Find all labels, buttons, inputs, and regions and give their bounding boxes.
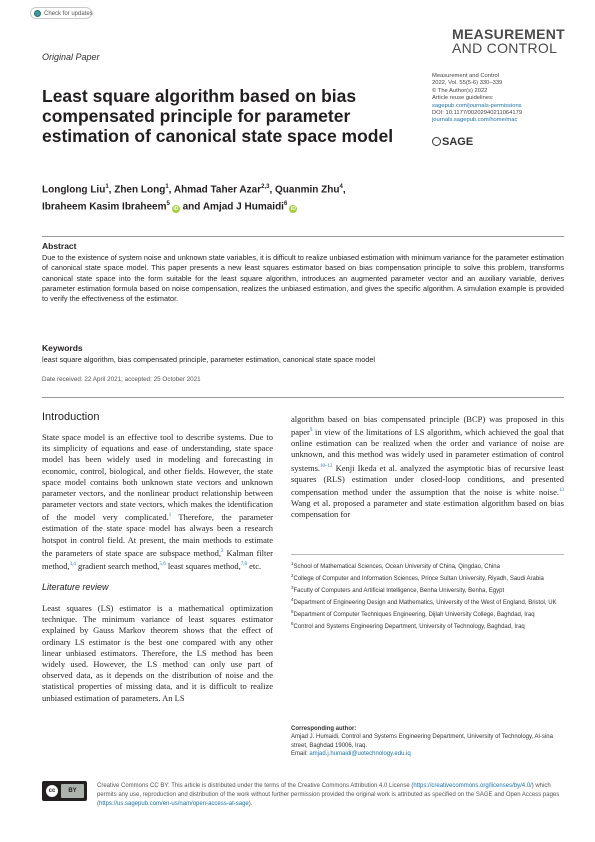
sage-circle-icon [432,137,441,146]
article-metadata [432,73,572,125]
author: Zhen Long [114,184,166,196]
keywords-text: least square algorithm, bias compensated principle, parameter estimation, canonical state space model [42,355,375,364]
open-access-link[interactable]: https://us.sagepub.com/en-us/nam/open-access-at-sage [99,801,249,807]
author: Quanmin Zhu [275,184,340,196]
paragraph-text: State space model is an effective tool to describe systems. Due to its simplicity of equations and ease of understanding, state space model has been widely used in modeling and forecasting in economic, control, biological, and other fields. However, the state space model contains both unknown state vectors and unknown parameter vectors, and the nonlinear product relationship between parameter vectors and state vectors, which makes the identification of the model very complicated. [42,432,273,523]
journal-citation: Measurement and Control [432,73,500,79]
license-text: ). [248,801,253,807]
license-text: ) which permits any use, reproduction and distribution of the work without further permission provided the original work is attributed as specified on the SAGE and Open Access pages ( [97,783,560,807]
author-affiliation-mark: 1 [105,184,109,190]
reuse-guidelines-link[interactable]: sagepub.com/journals-permissions [432,102,522,109]
introduction-paragraph [42,432,273,572]
affiliation-mark: 6 [291,620,294,626]
divider [291,554,564,555]
literature-review-heading: Literature review [42,582,109,592]
affiliation-text: Department of Computer Techniques Engineering, Dijlah University College, Baghdad, Iraq [293,611,535,618]
author-conjunction: and [182,201,201,213]
affiliation-mark: 2 [291,572,294,578]
divider [42,397,564,398]
email-label: Email: [291,751,310,758]
affiliation-text: Department of Engineering Design and Mathematics, University of the West of England, Bristol, UK [293,599,557,606]
abstract-text: Due to the existence of system noise and unknown state variables, it is difficult to realize unbiased estimation with minimum variance for the parameter estimation of canonical state space model. This paper presents a new least squares estimator based on bias compensation principle to solve this problem, transforms canonical state space into the form suitable for the least square algorithm, introduces an augmented parameter vector and an auxiliary variable, derives parameter estimation formula based on noise compensation, realizes the unbiased estimation, and gives the specific algorithm. A simulation example is provided to verify the effectiveness of the estimator. [42,253,564,304]
paragraph-text: etc. [247,560,262,571]
check-for-updates-badge[interactable] [30,7,92,19]
affiliation-text: School of Mathematical Sciences, Ocean University of China, Qingdao, China [293,564,500,570]
check-updates-label: Check for updates [44,11,93,17]
affiliation-item [291,608,564,619]
affiliation-text: Control and Systems Engineering Department, University of Technology, Baghdad, Iraq [293,623,525,630]
paragraph-text: Therefore, the parameter estimation of the state space model has always been a research hotspot in control field. At present, the main methods to estimate the parameters of state space are subspace method, [42,512,273,558]
affiliation-mark: 5 [291,608,294,614]
author-affiliation-mark: 4 [339,184,343,190]
author-affiliation-mark: 6 [283,201,288,208]
affiliation-mark: 3 [291,584,294,590]
literature-review-paragraph: Least squares (LS) estimator is a mathematical optimization technique. The minimum variance of least squares estimator explained by Gauss Markov theorem shows that the effect of ordinary LS estimator is the best one compared with any other linear unbiased estimators. Therefore, the LS method has been widely used. However, the LS method can only use part of observed data, as it depends on the distribution of noise and the statistical properties of missing data, and it is difficult to realize unbiased estimation of parameters. An LS [42,603,273,703]
publisher-logo [432,136,473,148]
author-list: Longlong Liu$^1$, Zhen Long$^1$, Ahmad Taher Azar$^{2,3}$, Quanmin Zhu$^4$, Ibraheem Kasim Ibraheem$^5$iD and Amjad J Humaidi$^6$iD [42,184,346,213]
license-link[interactable]: https://creativecommons.org/licenses/by/4.0/ [413,783,532,789]
corresponding-author-heading: Corresponding author: [291,726,357,732]
affiliation-mark: 4 [291,596,294,602]
publisher-name: SAGE [442,136,474,148]
author: Longlong Liu [42,184,106,196]
reuse-guidelines-label: Article reuse guidelines: [432,95,494,102]
citation-ref[interactable]: 2 [221,548,224,554]
volume-info: 2022, Vol. 55(5-6) 330–339 [432,80,503,87]
abstract-heading: Abstract [42,241,77,251]
creative-commons-badge[interactable] [42,781,87,801]
corresponding-author [291,725,564,759]
author: Ahmad Taher Azar [173,184,262,196]
paragraph-text: algorithm based on bias compensated principle (BCP) was proposed in this paper [291,414,564,438]
author: Ibraheem Kasim Ibraheem [42,201,167,213]
author: Amjad J Humaidi [202,201,284,213]
affiliation-item [291,620,564,631]
affiliation-item [291,560,564,571]
affiliation-item [291,596,564,607]
journal-name-line2: AND CONTROL [452,40,558,56]
paragraph-text: Kenji Ikeda et al. analyzed the asymptotic bias of recursive least squares (RLS) estimation under closed-loop conditions, and presented compensation method under the assumption that the noise is white noise. [291,462,564,497]
affiliation-text: College of Computer and Information Sciences, Prince Sultan University, Riyadh, Saudi Arabia [293,575,544,582]
paper-title: Least square algorithm based on bias compensated principle for parameter estimation of canonical state space model [42,86,394,146]
citation-ref[interactable]: 7,8 [240,561,248,567]
journal-home-link[interactable]: journals.sagepub.com/home/mac [432,117,518,124]
citation-ref[interactable]: 10–12 [320,463,333,469]
author-affiliation-mark: 2,3 [261,184,270,190]
citation-ref[interactable]: 13 [559,487,564,493]
license-text: Creative Commons CC BY: This article is distributed under the terms of the Creative Commons Attribution 4.0 License ( [97,783,414,789]
cc-icon: cc [45,784,59,798]
affiliation-text: Faculty of Computers and Artificial Intelligence, Benha University, Benha, Egypt [293,587,505,594]
keywords-heading: Keywords [42,343,83,353]
introduction-heading: Introduction [42,411,100,423]
paragraph-text: least squares method, [165,560,241,571]
paragraph-text: in view of the limitations of LS algorithm, which achieved the goal that online estimation can be realized when the order and variance of noise are unknown, and this method was widely used in parameter estimation of control systems. [291,427,564,473]
author-affiliation-mark: 1 [165,184,169,190]
affiliation-item [291,584,564,595]
literature-review-continued [291,414,564,520]
citation-ref[interactable]: 5,6 [159,561,166,567]
paragraph-text: Kalman filter method, [42,547,273,571]
citation-ref[interactable]: 9 [309,428,313,434]
doi[interactable]: DOI: 10.1177/00202940211064179 [432,110,523,117]
journal-logo [452,27,565,55]
orcid-icon[interactable]: iD [290,205,296,212]
orcid-icon[interactable]: iD [173,205,179,212]
license-statement [97,782,564,809]
affiliations [291,560,564,631]
affiliation-mark: 1 [291,561,294,566]
affiliation-item [291,572,564,583]
copyright: © The Author(s) 2022 [432,87,488,94]
citation-ref[interactable]: 1 [168,513,172,519]
by-icon: BY [61,784,84,798]
citation-ref[interactable]: 3,4 [69,561,76,567]
email-link[interactable]: amjad.j.humaidi@uotechnology.edu.iq [309,751,411,758]
paragraph-text: Wang et al. proposed a parameter and state estimation algorithm based on bias compensation for [291,497,564,520]
corresponding-author-address: Amjad J. Humaidi, Control and Systems Engineering Department, University of Technology, Al-sina street, Baghdad 19006, Iraq. [291,734,553,749]
journal-name-line1: MEASUREMENT [452,26,565,42]
article-type: Original Paper [42,52,100,62]
received-accepted-dates: Date received: 22 April 2021; accepted: 25 October 2021 [42,376,201,383]
author-affiliation-mark: 5 [166,201,170,208]
corresponding-author-email-row [291,750,564,758]
paragraph-text: gradient search method, [75,560,160,571]
check-updates-icon [34,10,41,17]
divider [42,236,564,237]
